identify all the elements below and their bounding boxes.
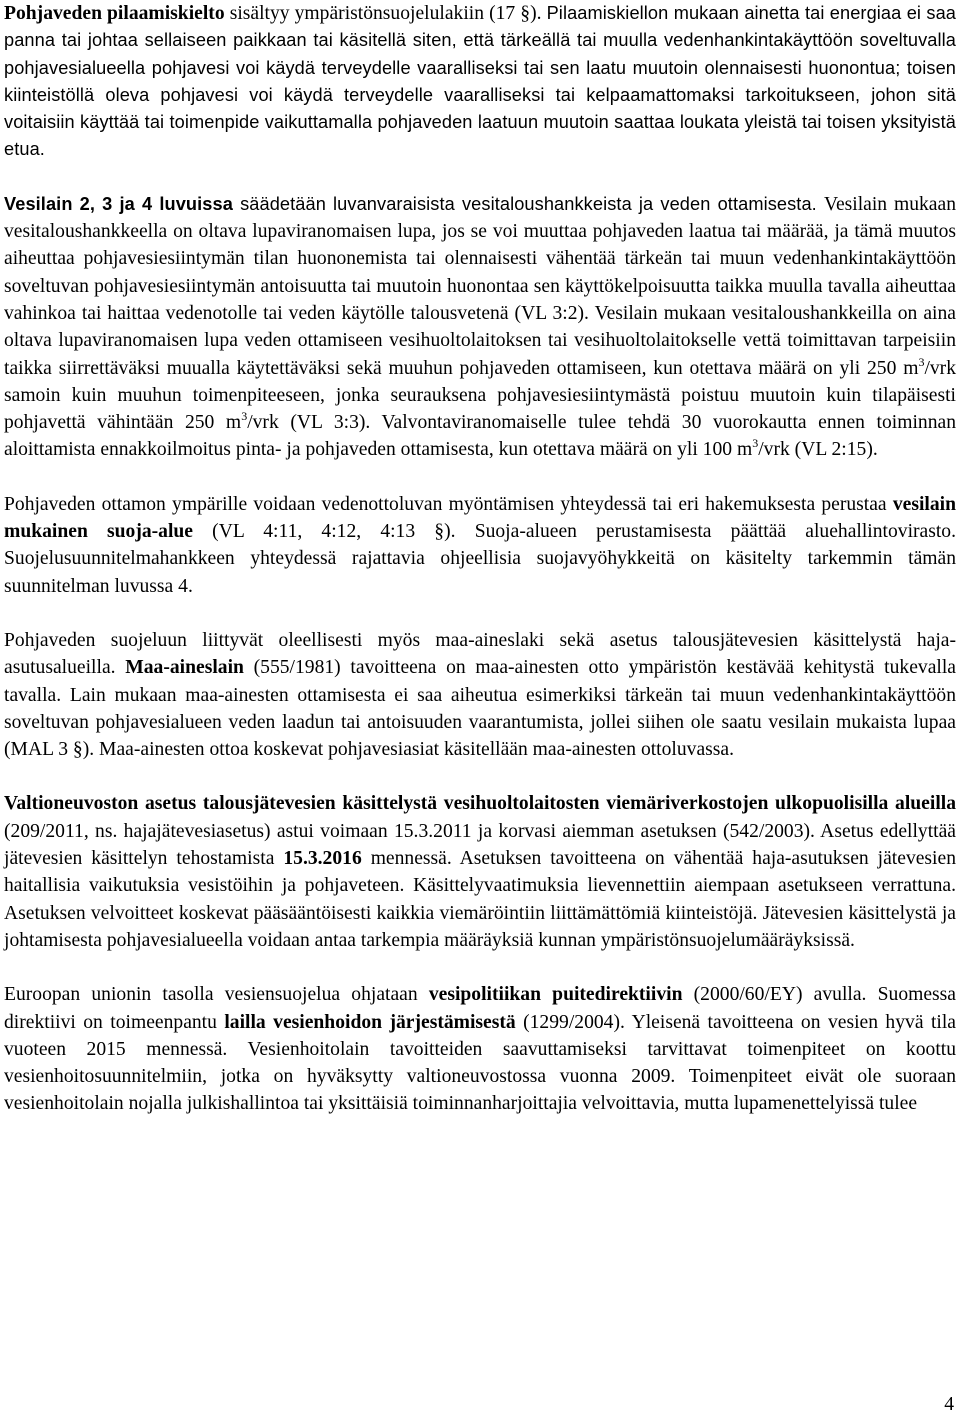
text-segment: Euroopan unionin tasolla vesiensuojelua ohjataan	[4, 984, 429, 1006]
text-segment: (1299/2004). Yleisenä tavoitteena on vesien hyvä tila vuoteen 2015 mennessä. Vesienhoitolain tavoitteiden saavuttamiseksi tarvittavat toimenpiteet on koottu vesienhoitosuunnitelmiin, jotka on hyväksytty valtioneuvostossa vuonna 2009. Toimenpiteet eivät ole suoraan vesienhoitolain nojalla julkishallintoa tai yksittäisiä toiminnanharjoittajia velvoittavia, mutta lupamenettelyissä tulee	[4, 1011, 956, 1115]
superscript: 3	[241, 409, 248, 424]
text-segment: (209/2011, ns. hajajätevesiasetus) astui voimaan 15.3.2011 ja korvasi aiemman asetuksen (542/2003). Asetus edellyttää jätevesien käsittelyn tehostamista	[4, 820, 956, 870]
paragraph-groundwater-pollution-ban	[4, 0, 956, 164]
paragraph-land-extraction-act	[4, 627, 956, 763]
paragraph-eu-water-framework	[4, 981, 956, 1117]
term-land-extraction-act: Maa-aineslain	[125, 657, 244, 679]
page-number: 4	[944, 1394, 954, 1415]
term-protection-area: vesilain mukainen suoja-alue	[4, 493, 956, 543]
text-segment: Pohjaveden suojeluun liittyvät oleellisesti myös maa-aineslaki sekä asetus talousjätevesien käsittelystä haja-asutusalueilla.	[4, 629, 956, 679]
text-segment: Vesilain mukaan vesitaloushankkeella on oltava lupaviranomaisen lupa, jos se voi muuttaa pohjaveden laatua tai määrää, ja tämä muutos aiheuttaa pohjavesiesiintymän tilan huononemista tai olennaisesti vähentää tärkeän tai muun vedenhankintakäyttöön soveltuvan pohjavesiesiintymän antoisuutta tai muutoin huonontaa sen käyttökelpoisuutta taikka muulla tavalla aiheuttaa vahinkoa tai haittaa vedenotolle tai veden käytölle talousvetenä (VL 3:2). Vesilain mukaan vesitaloushankkeilla on aina oltava lupaviranomaisen lupa veden ottamiseen vesihuoltolaitoksen tai vesihuoltolaitokselle vettä toimittavan tarpeisiin taikka siirrettäväksi muualla käytettäväksi sekä muuhun pohjaveden ottamiseen, kun otettava määrä on yli 250 m	[4, 193, 956, 379]
text-segment: (VL 4:11, 4:12, 4:13 §). Suoja-alueen perustamisesta päättää aluehallintovirasto. Suojelusuunnitelmahankkeen yhteydessä rajattavia ohjeellisia suojavyöhykkeitä on käsitelty tarkemmin tämän suunnitelman luvussa 4.	[4, 521, 957, 597]
term-water-framework-directive: vesipolitiikan puitedirektiivin	[428, 984, 683, 1006]
text-segment: /vrk (VL 2:15).	[758, 439, 878, 461]
text-segment-sans: säädetään luvanvaraisista vesitaloushankkeista ja veden ottamisesta.	[232, 193, 824, 214]
text-segment: (2000/60/EY) avulla. Suomessa direktiivi on toimeenpantu	[4, 984, 957, 1033]
term-groundwater-pollution-ban: Pohjaveden pilaamiskielto	[4, 3, 225, 24]
text-segment: /vrk (VL 3:3). Valvontaviranomaiselle tulee tehdä 30 vuorokautta ennen toiminnan aloittamista ennakkoilmoitus pinta- ja pohjaveden ottamisesta, kun otettava määrä on yli 100 m	[4, 412, 957, 461]
text-segment: Pohjaveden ottamon ympärille voidaan vedenottoluvan myöntämisen yhteydessä tai eri hakemuksesta perustaa	[4, 493, 893, 515]
superscript: 3	[752, 436, 759, 451]
superscript: 3	[918, 354, 925, 369]
text-segment: mennessä. Asetuksen tavoitteena on vähentää haja-asutuksen jätevesien haitallisia vaikutuksia vesistöihin ja pohjaveteen. Käsittelyvaatimuksia lievennettiin aiempaan asetukseen verrattuna. Asetuksen velvoitteet koskevat pääsääntöisesti kaikkia viemäröintiin liittämättömiä kiinteistöjä. Jätevesien käsittelystä ja johtamisesta pohjavesialueella voidaan antaa tarkempia määräyksiä kunnan ympäristönsuojelumääräyksissä.	[4, 848, 956, 951]
term-water-act-chapters: Vesilain 2, 3 ja 4 luvuissa	[4, 193, 233, 214]
text-segment-sans: Pilaamiskiellon mukaan ainetta tai energiaa ei saa panna tai johtaa sellaiseen paikkaan tai käsitellä siten, että tärkeällä tai muulla vedenhankintakäyttöön soveltuvalla pohjavesialueella pohjavesi voi käydä terveydelle vaaralliseksi tai sen laatu muutoin olennaisesti huonontua; toisen kiinteistöllä oleva pohjavesi voi käydä terveydelle vaaralliseksi tai kelpaamattomaksi tarkoitukseen, johon sitä voitaisiin käyttää tai toimenpide vaikuttamalla pohjaveden laatuun muutoin saattaa loukata yleistä tai toisen yksityistä etua.	[4, 3, 956, 160]
paragraph-protection-area	[4, 491, 956, 600]
term-water-management-act: lailla vesienhoidon järjestämisestä	[224, 1011, 516, 1033]
paragraph-wastewater-decree	[4, 790, 956, 954]
paragraph-water-act	[4, 191, 956, 464]
deadline-date: 15.3.2016	[283, 848, 362, 870]
text-segment: sisältyy ympäristönsuojelulakiin (17 §).	[224, 3, 547, 24]
document-page	[4, 0, 956, 1118]
text-segment: /vrk samoin kuin muuhun toimenpiteeseen, jonka seurauksena pohjavesiesiintymästä poistuu muutoin kuin tilapäisesti pohjavettä vähintään 250 m	[4, 357, 956, 434]
term-wastewater-decree: Valtioneuvoston asetus talousjätevesien käsittelystä vesihuoltolaitosten viemäriverkostojen ulkopuolisilla alueilla	[4, 793, 956, 815]
text-segment: (555/1981) tavoitteena on maa-ainesten otto ympäristön kestävää kehitystä tukevalla tavalla. Lain mukaan maa-ainesten ottamisesta ei saa aiheutua esimerkiksi tärkeän tai muun vedenhankintakäyttöön soveltuvan pohjavesialueen veden laadun tai antoisuuden vaarantumista, jollei siihen ole saatu vesilain mukaista lupaa (MAL 3 §). Maa-ainesten ottoa koskevat pohjavesiasiat käsitellään maa-ainesten ottoluvassa.	[4, 657, 956, 761]
